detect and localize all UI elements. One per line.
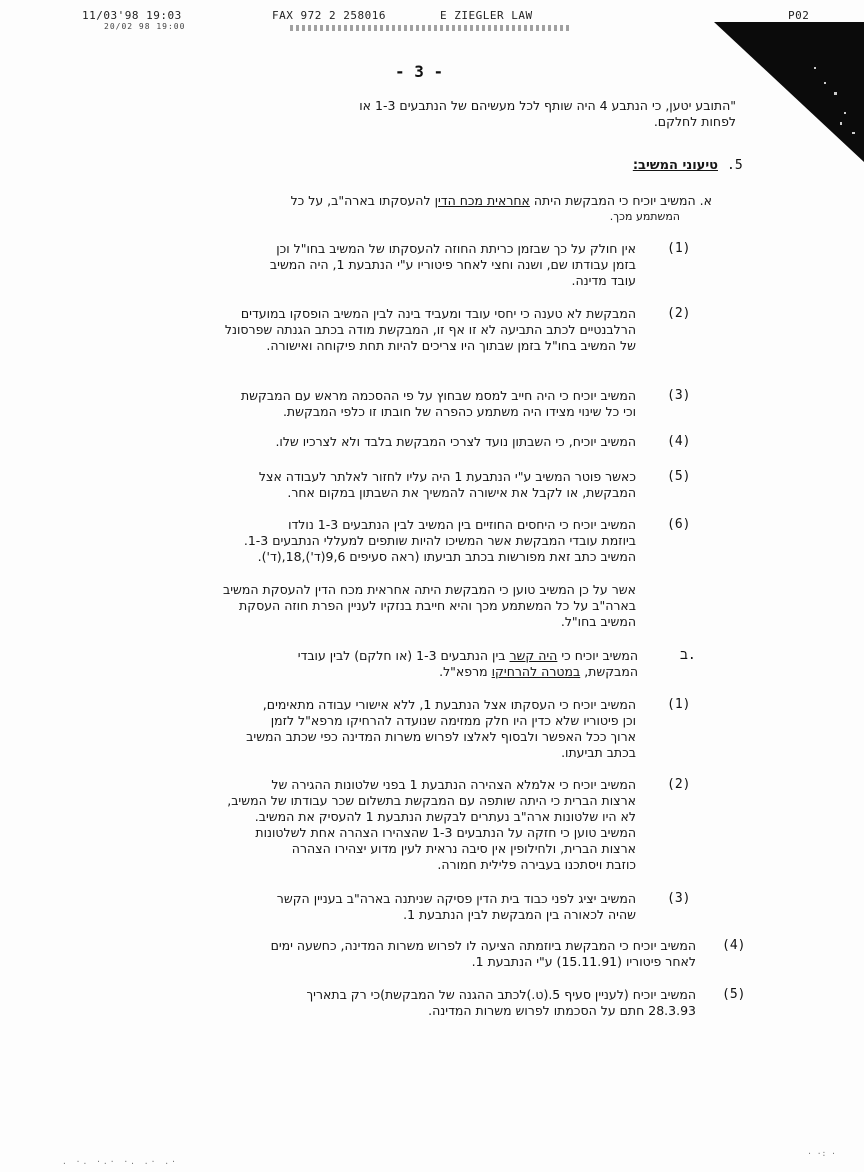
section-5-number: .5 <box>727 158 743 173</box>
part-a-item-number: (4) <box>667 434 691 449</box>
part-a-line-1-post: להעסקתו בארה"ב, על כל <box>290 193 435 208</box>
part-a-item-line: המבקשת, או לקבל את אישורה להמשיך את השבתון במקום אחר. <box>287 485 636 500</box>
scan-corner-artifact <box>714 22 864 162</box>
part-a-summary-line: המשיב בחו"ל. <box>560 614 636 629</box>
section-5-item-line: המשיב יוכיח כי המבקשת ביוזמתה הציעה לו לפרוש משרות המדינה, כחשעה ימים <box>270 938 696 953</box>
part-a-line-1 <box>291 193 712 209</box>
part-b-line-2-underlined: במטרה להרחיקו <box>491 664 581 679</box>
part-a-summary-line: בארה"ב על כל המשתמע מכך והיא חייבת בנזקיו לעניין הפרת חוזה העסקת <box>239 598 636 613</box>
part-a-item-line: המשיב יוכיח, כי השבתון נועד לצרכי המבקשת בלבד ולא לצרכיו שלו. <box>275 434 636 449</box>
fax-datetime: 11/03'98 19:03 <box>82 9 182 22</box>
part-a-item-line: אין חולק על כך שבזמן כריתת החוזה להעסקתו של המשיב בחו"ל וכן <box>276 241 636 256</box>
part-b-line-2-pre: המבקשת, <box>580 664 638 679</box>
part-b-line-2 <box>439 664 638 680</box>
part-a-item-line: המבקשת לא טענה כי יחסי עובד ומעביד בינה לבין המשיב הופסקו במועדים <box>240 306 636 321</box>
part-a-item-line: המשיב כתב זאת מפורשות בכתב תביעתו (ראה סעיפים 9,6(ד'),18,(ד'). <box>257 549 636 564</box>
part-a-line-1-underlined: אחראית מכח הדין <box>434 193 530 208</box>
part-a-item-line: המשיב יוכיח כי היחסים החוזיים בין המשיב לבין הנתבעים 1-3 נולדו <box>288 517 636 532</box>
part-b-letter: ב. <box>680 648 696 663</box>
part-a-item-line: בזמן עבודתו שם, ושנה וחצי לאחר פיטוריו ע"י הנתבעת 1, היה המשיב <box>269 257 636 272</box>
part-a-item-number: (2) <box>667 306 691 321</box>
part-b-item-line: המשיב יוכיח כי העסקתו אצל הנתבעת 1, ללא אישורי עבודה מתאימים, <box>262 697 636 712</box>
part-b-item-number: (3) <box>667 891 691 906</box>
section-5-item-line: לאחר פיטוריו (15.11.91) ע"י הנתבעת 1. <box>471 954 696 969</box>
part-b-item-line: כוזבת ויסתכנו בעבירה פלילית חמורה. <box>437 857 636 872</box>
part-b-line-1-post: בין הנתבעים 1-3 (או חלקם) לבין עובדי <box>297 648 510 663</box>
section-5-title: טיעוני המשיב: <box>632 158 718 173</box>
part-b-item-line: המשיב יציג לפני כבוד בית הדין פסיקה שניתנה בארה"ב בעניין הקשר <box>276 891 636 906</box>
part-b-line-1-underlined: היה קשר <box>509 648 558 663</box>
part-b-item-line: שהיה לכאורה בין המבקשת לבין הנתבעת 1. <box>403 907 636 922</box>
part-b-item-line: ארצות הברית כי היתה שותפה עם המבקשת בתשלום שכר עבודתו של המשיב, <box>227 793 636 808</box>
part-a-line-2: המשתמע מכך. <box>609 210 680 223</box>
part-a-summary-line: אשר על כן המשיב טוען כי המבקשת היתה אחראית מכח הדין להעסקת המשיב <box>223 582 636 597</box>
section-5-item-line: המשיב יוכיח (לעניין סעיף 5.(ט.)לכתב ההגנה של המבקשת)כי רק בתאריך <box>306 987 696 1002</box>
part-b-line-1-pre: המשיב יוכיח כי <box>557 648 638 663</box>
section-5-item-number: (4) <box>722 938 746 953</box>
part-b-item-line: ארוך ככל האפשר ולבסוף לאלצו לפרוש משרות המדינה כפי שכתב המשיב <box>246 729 636 744</box>
part-b-item-line: לא היו שלטונות ארה"ב נעתרים לבקשת הנתבעת 1 להעסיק את המשיב. <box>254 809 636 824</box>
footer-scan-marks-left: . ·. ·.· ·. .· .· <box>62 1157 178 1166</box>
fax-sender: E ZIEGLER LAW <box>440 9 533 22</box>
part-b-item-line: בכתב תביעתו. <box>561 745 636 760</box>
fax-inner-stamp: 20/02 98 19:00 <box>104 22 186 31</box>
part-b-item-line: המשיב טוען כי חזקה על הנתבעים 1-3 שהצהירו הצהרה אחת לשלטונות <box>255 825 636 840</box>
fax-header-noise <box>290 25 570 31</box>
section-5-item-number: (5) <box>722 987 746 1002</box>
intro-line-2: לפחות לחלקם. <box>653 114 736 129</box>
part-b-item-number: (2) <box>667 777 691 792</box>
part-a-item-line: וכי כל שינוי מצידו היה משתמע כהפרה של חובתו זו כלפי המבקשת. <box>282 404 636 419</box>
page-number: - 3 - <box>395 62 444 81</box>
fax-number: FAX 972 2 258016 <box>272 9 386 22</box>
part-a-item-number: (3) <box>667 388 691 403</box>
part-a-item-line: הרלבנטיים לכתב התביעה לא זו אף זו, המבקשת מודה בכתב הגנתה שפרסונל <box>224 322 636 337</box>
part-a-item-line: של המשיב בחו"ל בזמן שבתוך היו צריכים להיות תחת פיקוחה ואישורה. <box>266 338 636 353</box>
part-a-letter: א. <box>699 193 712 208</box>
part-a-item-line: ביוזמת עובדי המבקשת אשר המשיכו להיות שותפים למעללי הנתבעים 1-3. <box>243 533 636 548</box>
part-a-item-line: המשיב יוכיח כי היה חייב למסמ שבחוץ על פי ההסכמה מראש עם המבקשת <box>240 388 636 403</box>
part-a-item-line: עובד מדינה. <box>571 273 636 288</box>
part-a-item-number: (5) <box>667 469 691 484</box>
part-b-line-1 <box>298 648 638 664</box>
part-b-item-line: וכן פיטוריו שלא כדין היו חלק ממזימה שנועדה להרחיקו מרפא"ל לזמן <box>270 713 636 728</box>
part-a-item-number: (1) <box>667 241 691 256</box>
part-b-item-line: ארצות הברית, ולחילופין אין סיבה נראית לעין מדוע יצהירו הצהרה <box>291 841 636 856</box>
part-a-item-line: כאשר פוטר המשיב ע"י הנתבעת 1 היה עליו לחזור לאלתר לעבודה אצל <box>258 469 636 484</box>
fax-page-code: P02 <box>788 9 810 22</box>
part-b-item-number: (1) <box>667 697 691 712</box>
footer-scan-marks-right: · ·: · <box>807 1149 836 1158</box>
section-5-item-line: 28.3.93 חתם על הסכמתו לפרוש משרות המדינה. <box>428 1003 696 1018</box>
part-a-line-1-pre: המשיב יוכיח כי המבקשת היתה <box>529 193 696 208</box>
intro-line-1: "התובע יטען, כי הנתבע 4 היה שותף לכל מעשיהם של הנתבעים 1-3 או <box>359 98 736 113</box>
part-b-item-line: המשיב יוכיח כי אלמלא הצהירה הנתבעת 1 בפני שלטונות ההגירה של <box>271 777 636 792</box>
part-b-line-2-post: מרפא"ל. <box>439 664 492 679</box>
part-a-item-number: (6) <box>667 517 691 532</box>
